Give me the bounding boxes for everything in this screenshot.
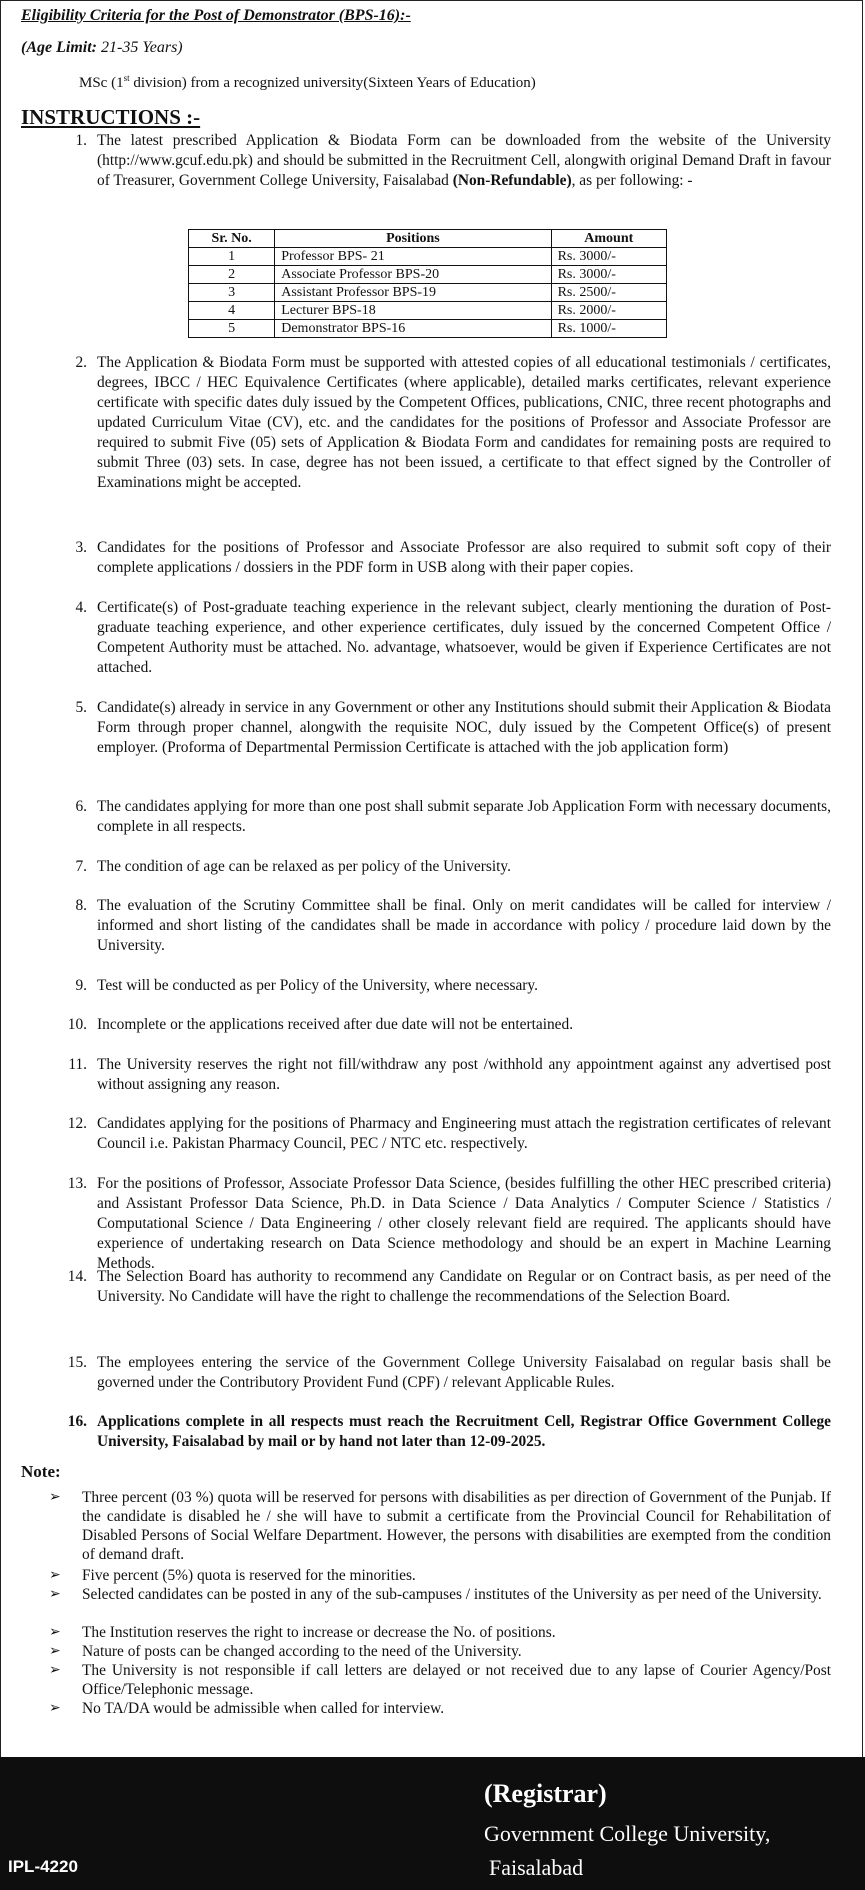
item-number: 6. bbox=[75, 798, 87, 815]
arrow-bullet-icon: ➢ bbox=[49, 1701, 61, 1716]
item-text-c: , as per following: - bbox=[571, 172, 693, 189]
item-number: 14. bbox=[67, 1268, 87, 1285]
item-number: 10. bbox=[67, 1016, 87, 1033]
item-number: 11. bbox=[68, 1056, 87, 1073]
item-text: Candidate(s) already in service in any Government or other any Institutions should submit their Application & Biodata Form through proper channel, alongwith the requisite NOC, duly issued by the Competent Office(s) of present employer. (Proforma of Departmental Permission Certificate is attached with the job application form) bbox=[97, 699, 831, 756]
note-text: No TA/DA would be admissible when called for interview. bbox=[82, 1700, 445, 1717]
arrow-bullet-icon: ➢ bbox=[49, 1663, 61, 1678]
item-text: Candidates for the positions of Professor and Associate Professor are also required to submit soft copy of their complete applications / dossiers in the PDF form in USB along with their paper copies. bbox=[97, 539, 831, 576]
item-text: Incomplete or the applications received after due date will not be entertained. bbox=[97, 1016, 574, 1033]
item-number: 3. bbox=[75, 539, 87, 556]
fees-table-header-row bbox=[189, 230, 667, 248]
cell-position: Lecturer BPS-18 bbox=[275, 302, 551, 320]
footer-band bbox=[0, 1757, 865, 1890]
cell-amount: Rs. 3000/- bbox=[551, 248, 666, 266]
item-text: The employees entering the service of the Government College University Faisalabad on regular basis shall be governed under the Contributory Provident Fund (CPF) / relevant Applicable Rules. bbox=[97, 1354, 831, 1391]
age-limit bbox=[21, 39, 183, 57]
arrow-bullet-icon: ➢ bbox=[49, 1568, 61, 1583]
arrow-bullet-icon: ➢ bbox=[49, 1644, 61, 1659]
note-text: The University is not responsible if call letters are delayed or not received due to any lapse of Courier Agency/Post Office/Telephonic message. bbox=[82, 1662, 831, 1698]
col-header-sr: Sr. No. bbox=[189, 230, 275, 248]
cell-sr: 4 bbox=[189, 302, 275, 320]
item-text: The condition of age can be relaxed as per policy of the University. bbox=[97, 858, 511, 875]
arrow-bullet-icon: ➢ bbox=[49, 1490, 61, 1505]
item-text: The evaluation of the Scrutiny Committee shall be final. Only on merit candidates will be called for interview / informed and short listing of the candidates shall be made in accordance with policy / procedure laid down by the University. bbox=[97, 897, 831, 954]
item-text: Candidates applying for the positions of Pharmacy and Engineering must attach the registration certificates of relevant Council i.e. Pakistan Pharmacy Council, PEC / NTC etc. respectively. bbox=[97, 1115, 831, 1152]
cell-sr: 2 bbox=[189, 266, 275, 284]
item-text: The Application & Biodata Form must be supported with attested copies of all educational testimonials / certificates, degrees, IBCC / HEC Equivalence Certificates (where applicable), detailed marks certificates, relevant experience certificate with specific dates duly issued by the Competent Offices, publications, CNIC, three recent photographs and updated Curriculum Vitae (CV), etc. and the candidates for the positions of Professor and Associate Professor are required to submit Five (05) sets of Application & Biodata Form and candidates for remaining posts are required to submit Three (03) sets. In case, degree has not been issued, a certificate to that effect signed by the Controller of Examinations might be accepted. bbox=[97, 354, 831, 491]
qualification-post: division) from a recognized university(Sixteen Years of Education) bbox=[129, 75, 536, 91]
note-text: Three percent (03 %) quota will be reserved for persons with disabilities as per direction of Government of the Punjab. If the candidate is disabled he / she will have to submit a certificate from the Provincial Council for Rehabilitation of Disabled Persons of Social Welfare Department. However, the persons with disabilities are exempted from the condition of demand draft. bbox=[82, 1489, 831, 1563]
col-header-positions: Positions bbox=[275, 230, 551, 248]
item-number: 16. bbox=[67, 1413, 87, 1430]
age-limit-label: (Age Limit: bbox=[21, 39, 97, 56]
item-text bbox=[97, 131, 831, 191]
cell-amount: Rs. 1000/- bbox=[551, 320, 666, 338]
cell-amount: Rs. 2500/- bbox=[551, 284, 666, 302]
cell-position: Demonstrator BPS-16 bbox=[275, 320, 551, 338]
item-text: The University reserves the right not fill/withdraw any post /withhold any appointment against any advertised post without assigning any reason. bbox=[97, 1056, 831, 1093]
note-heading: Note: bbox=[21, 1462, 61, 1481]
item-number: 8. bbox=[75, 897, 87, 914]
fees-table bbox=[188, 229, 667, 338]
qualification-line bbox=[79, 73, 536, 92]
item-number: 2. bbox=[75, 354, 87, 371]
item-text: Test will be conducted as per Policy of the University, where necessary. bbox=[97, 977, 538, 994]
item-number: 12. bbox=[67, 1115, 87, 1132]
table-row bbox=[189, 266, 667, 284]
item-number: 5. bbox=[75, 699, 87, 716]
cell-position: Professor BPS- 21 bbox=[275, 248, 551, 266]
cell-sr: 5 bbox=[189, 320, 275, 338]
arrow-bullet-icon: ➢ bbox=[49, 1587, 61, 1602]
item-number: 1. bbox=[75, 132, 87, 149]
table-row bbox=[189, 248, 667, 266]
item-text-a: The latest prescribed Application & Biodata Form can be downloaded from the website of the University (http://www.gcuf.edu.pk) and should be submitted in the Recruitment Cell, alongwith original Demand Draft in favour of Treasurer, Government College University, Faisalabad bbox=[97, 132, 831, 189]
note-text: Nature of posts can be changed according to the need of the University. bbox=[82, 1643, 522, 1660]
table-row bbox=[189, 302, 667, 320]
item-number: 7. bbox=[75, 858, 87, 875]
arrow-bullet-icon: ➢ bbox=[49, 1625, 61, 1640]
qualification-sup: st bbox=[123, 73, 130, 83]
item-number: 15. bbox=[67, 1354, 87, 1371]
ipl-code: IPL-4220 bbox=[8, 1857, 78, 1876]
qualification-pre: MSc (1 bbox=[79, 75, 124, 91]
item-text: The candidates applying for more than one post shall submit separate Job Application Form with necessary documents, complete in all respects. bbox=[97, 798, 831, 835]
organization-line-1: Government College University, bbox=[484, 1821, 771, 1846]
cell-sr: 3 bbox=[189, 284, 275, 302]
organization-line-2: Faisalabad bbox=[489, 1855, 584, 1880]
cell-sr: 1 bbox=[189, 248, 275, 266]
table-row bbox=[189, 320, 667, 338]
cell-position: Associate Professor BPS-20 bbox=[275, 266, 551, 284]
item-text: The Selection Board has authority to recommend any Candidate on Regular or on Contract basis, as per need of the University. No Candidate will have the right to challenge the recommendations of the Selection Board. bbox=[97, 1268, 831, 1305]
cell-position: Assistant Professor BPS-19 bbox=[275, 284, 551, 302]
item-text: For the positions of Professor, Associate Professor Data Science, (besides fulfilling the other HEC prescribed criteria) and Assistant Professor Data Science, Ph.D. in Data Science / Data Analytics / Computer Science / Statistics / Computational Science / Data Engineering / other closely relevant field are required. The applicants should have experience of undertaking research on Data Science methodology and should be an expert in Machine Learning Methods. bbox=[97, 1175, 831, 1272]
col-header-amount: Amount bbox=[551, 230, 666, 248]
item-text-bold: (Non-Refundable) bbox=[452, 172, 572, 189]
note-text: Selected candidates can be posted in any of the sub-campuses / institutes of the University as per need of the University. bbox=[82, 1586, 822, 1603]
cell-amount: Rs. 3000/- bbox=[551, 266, 666, 284]
item-text: Certificate(s) of Post-graduate teaching experience in the relevant subject, clearly mentioning the duration of Post-graduate teaching experience, and other experience certificates, duly issued by the concerned Competent Office / Competent Authority must be attached. No. advantage, whatsoever, would be given if Experience Certificates are not attached. bbox=[97, 599, 831, 676]
cell-amount: Rs. 2000/- bbox=[551, 302, 666, 320]
table-row bbox=[189, 284, 667, 302]
registrar-label: (Registrar) bbox=[484, 1779, 607, 1808]
item-number: 9. bbox=[75, 977, 87, 994]
eligibility-title: Eligibility Criteria for the Post of Demonstrator (BPS-16):- bbox=[21, 7, 411, 24]
instructions-heading: INSTRUCTIONS :- bbox=[21, 105, 201, 129]
item-text: Applications complete in all respects must reach the Recruitment Cell, Registrar Office Government College University, Faisalabad by mail or by hand not later than 12-09-2025. bbox=[97, 1413, 831, 1450]
item-number: 4. bbox=[75, 599, 87, 616]
note-text: Five percent (5%) quota is reserved for the minorities. bbox=[82, 1567, 416, 1584]
item-number: 13. bbox=[67, 1175, 87, 1192]
note-text: The Institution reserves the right to increase or decrease the No. of positions. bbox=[82, 1624, 556, 1641]
age-limit-value: 21-35 Years) bbox=[96, 39, 183, 56]
